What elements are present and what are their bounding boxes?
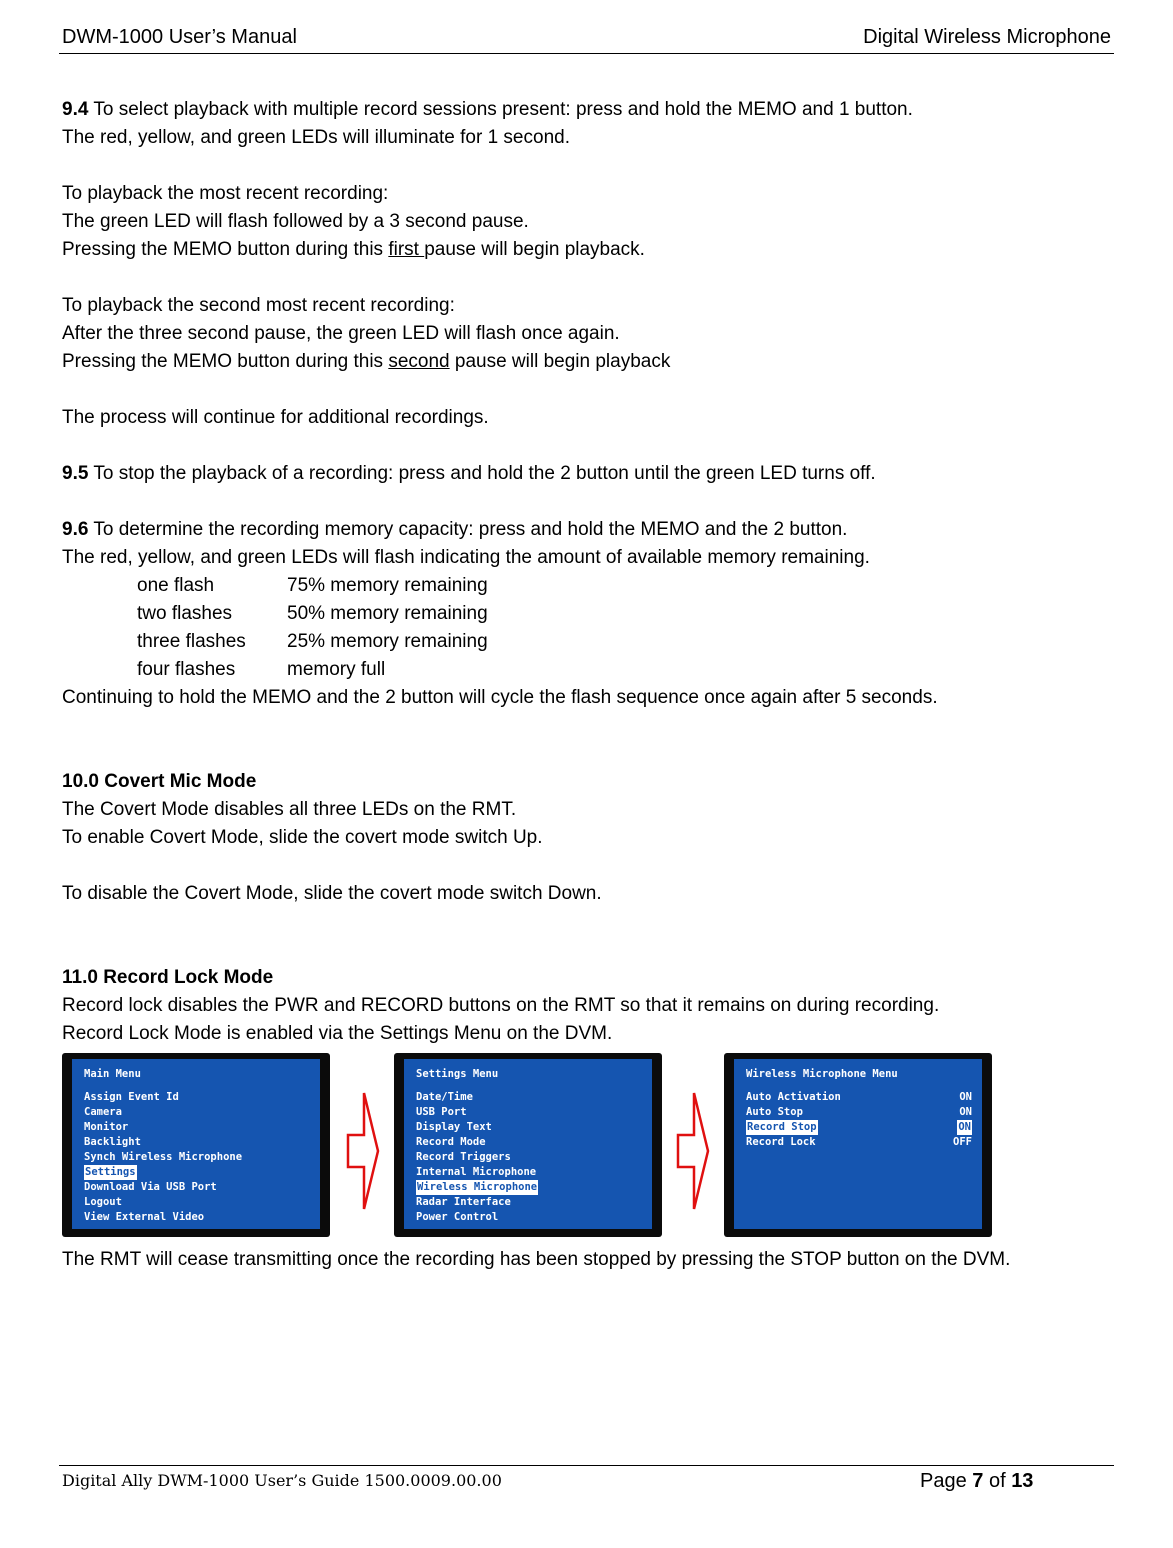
- flash-table: [62, 572, 1122, 684]
- menu-item: Record Mode: [416, 1136, 486, 1148]
- paragraph-line: Record lock disables the PWR and RECORD buttons on the RMT so that it remains on during recording.: [62, 995, 940, 1016]
- menu-item: Auto Activation ON: [746, 1091, 972, 1103]
- flash-cell: one flash: [137, 575, 215, 596]
- meaning-cell: 25% memory remaining: [287, 631, 488, 652]
- section-number: 9.4: [62, 99, 89, 120]
- paragraph-line: The green LED will flash followed by a 3 second pause.: [62, 211, 529, 232]
- menu-item: Monitor: [84, 1121, 129, 1133]
- section-number: 9.5: [62, 463, 89, 484]
- menu-item: Display Text: [416, 1121, 492, 1133]
- table-row: [62, 628, 1122, 656]
- table-row: [62, 656, 1122, 684]
- flash-cell: three flashes: [137, 631, 246, 652]
- footer-doc-id: Digital Ally DWM-1000 User’s Guide 1500.0009.00.00: [62, 1471, 502, 1490]
- menu-item: Assign Event Id: [84, 1091, 179, 1103]
- menu-item: Radar Interface: [416, 1196, 511, 1208]
- flash-cell: four flashes: [137, 659, 236, 680]
- paragraph-line: To playback the most recent recording:: [62, 183, 389, 204]
- meaning-cell: memory full: [287, 659, 386, 680]
- section-title: 10.0 Covert Mic Mode: [62, 771, 257, 792]
- menu-item: Record Lock OFF: [746, 1136, 972, 1148]
- menu-title: Main Menu: [84, 1068, 141, 1080]
- underlined-text: second: [388, 351, 450, 372]
- paragraph-line: Record Lock Mode is enabled via the Settings Menu on the DVM.: [62, 1023, 613, 1044]
- menu-item: Backlight: [84, 1136, 141, 1148]
- footer-rule: [59, 1465, 1114, 1466]
- page-number: Page 7 of 13: [920, 1470, 1034, 1492]
- menu-item-selected: Record Stop ON: [747, 1121, 971, 1133]
- menu-title: Wireless Microphone Menu: [746, 1068, 898, 1080]
- right-arrow-icon: [676, 1091, 710, 1211]
- menu-item: View External Video: [84, 1211, 205, 1223]
- menu-title: Settings Menu: [416, 1068, 499, 1080]
- text-span: pause will begin playback.: [424, 239, 645, 260]
- menu-item: Power Control: [416, 1211, 499, 1223]
- menu-item: Camera: [84, 1106, 122, 1118]
- menu-item: Download Via USB Port: [84, 1181, 217, 1193]
- wireless-menu-screen: [724, 1053, 992, 1237]
- paragraph-line: To disable the Covert Mode, slide the covert mode switch Down.: [62, 883, 602, 904]
- closing-paragraph: The RMT will cease transmitting once the recording has been stopped by pressing the STOP button on the DVM.: [62, 1249, 1011, 1270]
- text-span: Pressing the MEMO button during this: [62, 239, 389, 260]
- paragraph-line: The process will continue for additional recordings.: [62, 407, 489, 428]
- paragraph-line: [62, 236, 1122, 264]
- document-body: [62, 96, 1122, 1048]
- paragraph-line: The red, yellow, and green LEDs will flash indicating the amount of available memory remaining.: [62, 547, 870, 568]
- paragraph-line: To playback the second most recent recording:: [62, 295, 455, 316]
- paragraph-text: To select playback with multiple record sessions present: press and hold the MEMO and 1 button.: [88, 99, 913, 120]
- menu-item: Record Triggers: [416, 1151, 511, 1163]
- table-row: [62, 572, 1122, 600]
- right-arrow-icon: [346, 1091, 380, 1211]
- paragraph-line: After the three second pause, the green LED will flash once again.: [62, 323, 620, 344]
- paragraph-line: [62, 348, 1122, 376]
- main-menu-screen: [62, 1053, 330, 1237]
- header-title: DWM-1000 User’s Manual: [62, 26, 297, 48]
- menu-item: USB Port: [416, 1106, 467, 1118]
- paragraph-line: Continuing to hold the MEMO and the 2 button will cycle the flash sequence once again after 5 seconds.: [62, 687, 938, 708]
- meaning-cell: 50% memory remaining: [287, 603, 488, 624]
- menu-item: Auto Stop ON: [746, 1106, 972, 1118]
- text-span: pause will begin playback: [449, 351, 671, 372]
- text-span: Pressing the MEMO button during this: [62, 351, 389, 372]
- section-number: 9.6: [62, 519, 89, 540]
- meaning-cell: 75% memory remaining: [287, 575, 488, 596]
- menu-item: Internal Microphone: [416, 1166, 537, 1178]
- header-subtitle: Digital Wireless Microphone: [863, 26, 1111, 48]
- menu-item-selected: Settings: [85, 1166, 136, 1178]
- table-row: [62, 600, 1122, 628]
- underlined-text: first: [388, 239, 425, 260]
- paragraph-line: The Covert Mode disables all three LEDs on the RMT.: [62, 799, 517, 820]
- section-9-4: [62, 96, 1122, 124]
- menu-item: Synch Wireless Microphone: [84, 1151, 243, 1163]
- menu-item-selected: Wireless Microphone: [417, 1181, 538, 1193]
- section-9-5: [62, 460, 1122, 488]
- paragraph-line: To enable Covert Mode, slide the covert mode switch Up.: [62, 827, 543, 848]
- menu-item: Date/Time: [416, 1091, 473, 1103]
- menu-item: Logout: [84, 1196, 122, 1208]
- header-rule: [59, 53, 1114, 54]
- settings-menu-screen: [394, 1053, 662, 1237]
- paragraph-text: To determine the recording memory capacity: press and hold the MEMO and the 2 button.: [88, 519, 848, 540]
- paragraph-line: The red, yellow, and green LEDs will illuminate for 1 second.: [62, 127, 570, 148]
- menu-screenshots: [62, 1053, 994, 1237]
- section-title: 11.0 Record Lock Mode: [62, 967, 274, 988]
- flash-cell: two flashes: [137, 603, 233, 624]
- section-9-6: [62, 516, 1122, 544]
- paragraph-text: To stop the playback of a recording: press and hold the 2 button until the green LED turns off.: [88, 463, 876, 484]
